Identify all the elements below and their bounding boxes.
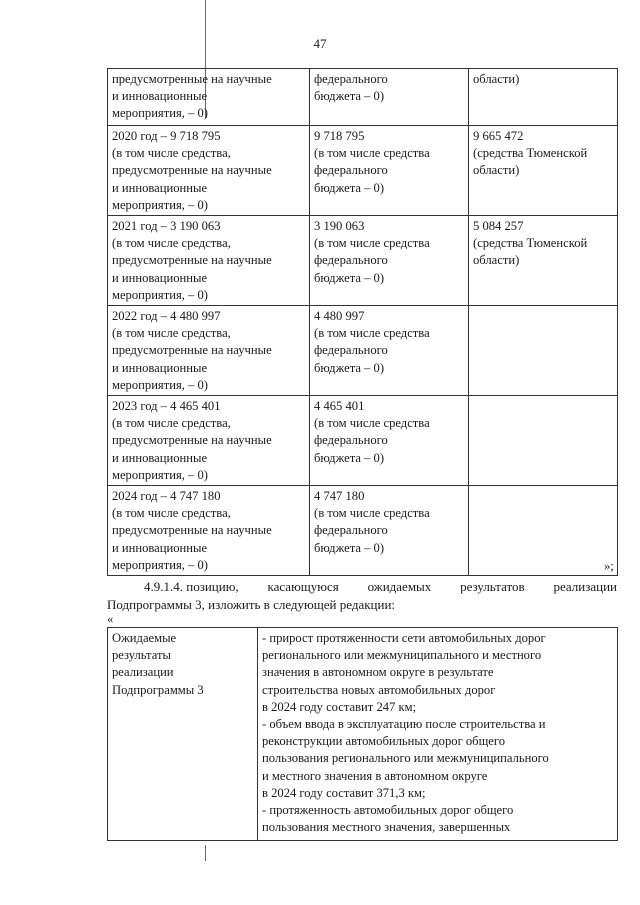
cell-line: (средства Тюменской <box>473 236 588 251</box>
cell-line: предусмотренные на научные <box>112 523 272 538</box>
cell-line: предусмотренные на научные <box>112 253 272 268</box>
table-row <box>108 69 618 126</box>
table-cell <box>108 306 310 396</box>
table-cell <box>310 216 469 306</box>
cell-line: (в том числе средства, <box>112 146 231 161</box>
table-cell <box>108 69 310 126</box>
cell-line: и инновационные <box>112 450 208 465</box>
cell-line: и инновационные <box>112 360 208 375</box>
cell-line: значения в автономном округе в результате <box>262 665 494 680</box>
cell-line: 5 084 257 <box>473 219 524 234</box>
cell-line: федерального <box>314 343 388 358</box>
cell-line: и инновационные <box>112 89 208 104</box>
cell-line: федерального <box>314 433 388 448</box>
cell-line: (в том числе средства <box>314 146 430 161</box>
paragraph-word: ожидаемых <box>367 579 432 594</box>
results-content-cell <box>258 628 618 841</box>
cell-line: регионального или межмуниципального и местного <box>262 648 542 663</box>
results-label-cell <box>108 628 258 841</box>
cell-line: предусмотренные на научные <box>112 163 272 178</box>
table-cell <box>108 486 310 576</box>
cell-line: и инновационные <box>112 270 208 285</box>
paragraph-word: 4.9.1.4. позицию, <box>144 579 239 594</box>
cell-line: реализации <box>112 665 174 680</box>
cell-line: реконструкции автомобильных дорог общего <box>262 734 506 749</box>
amendment-paragraph <box>107 578 617 614</box>
cell-line: бюджета – 0) <box>314 180 385 195</box>
paragraph-line-2: Подпрограммы 3, изложить в следующей редакции: <box>107 597 396 612</box>
cell-line: Ожидаемые <box>112 631 177 645</box>
opening-quote: « <box>107 612 114 626</box>
cell-line: в 2024 году составит 371,3 км; <box>262 785 426 800</box>
paragraph-word: результатов <box>460 579 525 594</box>
expected-results-table <box>107 627 618 841</box>
table-row <box>108 396 618 486</box>
cell-line: бюджета – 0) <box>314 270 385 285</box>
cell-line: (в том числе средства, <box>112 416 231 431</box>
table-cell <box>310 306 469 396</box>
cell-line: предусмотренные на научные <box>112 343 272 358</box>
cell-line: области) <box>473 253 520 268</box>
cell-line: (в том числе средства <box>314 506 430 521</box>
cell-line: области) <box>473 72 520 86</box>
table-cell <box>310 396 469 486</box>
table-cell <box>310 126 469 216</box>
page-number: 47 <box>313 36 327 51</box>
cell-line: 9 718 795 <box>314 129 365 143</box>
cell-line: (в том числе средства <box>314 236 430 251</box>
table-cell <box>310 69 469 126</box>
table-row <box>108 126 618 216</box>
cell-line: мероприятия, – 0) <box>112 467 208 482</box>
cell-line: федерального <box>314 72 388 86</box>
table-cell <box>469 126 618 216</box>
table-cell <box>469 216 618 306</box>
cell-line: и инновационные <box>112 180 208 195</box>
cell-line: - объем ввода в эксплуатацию после строительства и <box>262 717 546 732</box>
cell-line: 2021 год – 3 190 063 <box>112 219 221 234</box>
table-cell <box>310 486 469 576</box>
cell-line: (в том числе средства <box>314 326 430 341</box>
cell-line: бюджета – 0) <box>314 89 385 104</box>
cell-line: пользования регионального или межмуниципального <box>262 751 549 766</box>
cell-line: бюджета – 0) <box>314 450 385 465</box>
scan-artifact-line <box>205 845 206 861</box>
cell-line: предусмотренные на научные <box>112 72 272 86</box>
cell-line: мероприятия, – 0) <box>112 197 208 212</box>
cell-line: мероприятия, – 0) <box>112 106 208 121</box>
cell-line: мероприятия, – 0) <box>112 287 208 302</box>
cell-line: мероприятия, – 0) <box>112 557 208 572</box>
cell-line: - прирост протяженности сети автомобильных дорог <box>262 631 546 645</box>
cell-line: и местного значения в автономном округе <box>262 768 488 783</box>
cell-line: предусмотренные на научные <box>112 433 272 448</box>
table-cell <box>108 396 310 486</box>
cell-line: (в том числе средства, <box>112 506 231 521</box>
cell-line: и инновационные <box>112 540 208 555</box>
cell-line: федерального <box>314 523 388 538</box>
closing-quote: »; <box>604 559 614 573</box>
cell-line: 2020 год – 9 718 795 <box>112 129 221 143</box>
table-row <box>108 216 618 306</box>
cell-line: строительства новых автомобильных дорог <box>262 682 496 697</box>
paragraph-word: касающуюся <box>267 579 339 594</box>
cell-line: мероприятия, – 0) <box>112 377 208 392</box>
table-cell <box>469 396 618 486</box>
table-row <box>108 306 618 396</box>
funding-table <box>107 68 618 576</box>
cell-line: федерального <box>314 253 388 268</box>
cell-line: в 2024 году составит 247 км; <box>262 699 417 714</box>
table-row <box>108 628 618 841</box>
paragraph-line-1 <box>107 578 617 596</box>
cell-line: (в том числе средства, <box>112 326 231 341</box>
cell-line: (средства Тюменской <box>473 146 588 161</box>
cell-line: 3 190 063 <box>314 219 365 234</box>
cell-line: области) <box>473 163 520 178</box>
cell-line: (в том числе средства <box>314 416 430 431</box>
cell-line: (в том числе средства, <box>112 236 231 251</box>
cell-line: бюджета – 0) <box>314 540 385 555</box>
cell-line: 4 465 401 <box>314 399 365 414</box>
cell-line: 4 480 997 <box>314 309 365 324</box>
table-cell <box>469 306 618 396</box>
cell-line: 9 665 472 <box>473 129 524 143</box>
cell-line: результаты <box>112 648 171 663</box>
cell-line: федерального <box>314 163 388 178</box>
cell-line: бюджета – 0) <box>314 360 385 375</box>
cell-line: 2022 год – 4 480 997 <box>112 309 221 324</box>
table-row <box>108 486 618 576</box>
table-cell <box>108 126 310 216</box>
paragraph-word: реализации <box>553 579 617 594</box>
table-cell <box>469 69 618 126</box>
table-cell <box>469 486 618 576</box>
cell-line: 2023 год – 4 465 401 <box>112 399 221 414</box>
cell-line: Подпрограммы 3 <box>112 682 204 697</box>
cell-line: 2024 год – 4 747 180 <box>112 489 221 504</box>
cell-line: - протяженность автомобильных дорог общего <box>262 803 514 818</box>
table-cell <box>108 216 310 306</box>
cell-line: 4 747 180 <box>314 489 365 504</box>
cell-line: пользования местного значения, завершенных <box>262 820 511 835</box>
